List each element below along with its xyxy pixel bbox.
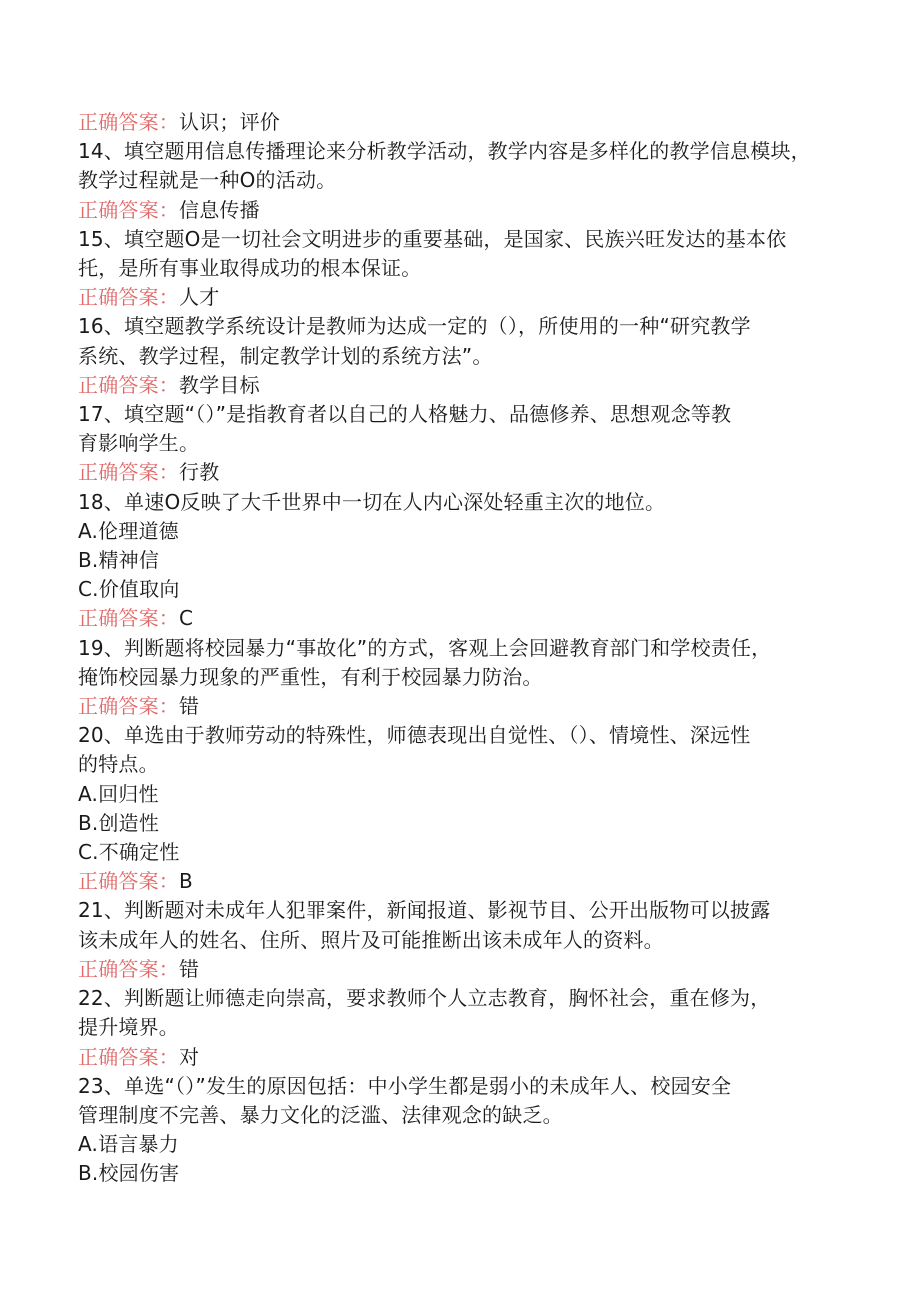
text-line: C.不确定性 — [78, 840, 180, 865]
text-line: A.伦理道德 — [78, 518, 179, 543]
answer-label: 正确答案： — [78, 110, 179, 134]
document-body — [78, 108, 848, 1189]
answer-value: 信息传播 — [179, 197, 260, 222]
answer-value: C — [179, 606, 194, 631]
text-line: 管理制度不完善、暴力文化的泛滥、法律观念的缺乏。 — [78, 1102, 563, 1127]
text-line: C.价值取向 — [78, 577, 180, 602]
text-line: 23、单选“（）”发生的原因包括：中小学生都是弱小的未成年人、校园安全 — [78, 1073, 732, 1098]
answer-label: 正确答案： — [78, 197, 179, 222]
answer-label: 正确答案： — [78, 372, 179, 397]
answer-line — [78, 955, 848, 984]
text-line: 提升境界。 — [78, 1015, 179, 1040]
text-line: 教学过程就是一种O的活动。 — [78, 168, 337, 193]
answer-line — [78, 371, 848, 400]
answer-line — [78, 867, 848, 896]
answer-label: 正确答案： — [78, 1044, 179, 1069]
answer-line — [78, 196, 848, 225]
answer-line — [78, 692, 848, 721]
answer-label: 正确答案： — [78, 606, 179, 631]
text-line: A.回归性 — [78, 781, 159, 806]
text-line: B.精神信 — [78, 548, 160, 573]
answer-line — [78, 604, 848, 633]
text-line: 育影响学生。 — [78, 431, 200, 456]
answer-label: 正确答案： — [78, 694, 179, 719]
text-line: 20、单选由于教师劳动的特殊性，师德表现出自觉性、（）、情境性、深远性 — [78, 723, 751, 748]
answer-value: 认识；评价 — [179, 110, 280, 134]
answer-value: 错 — [179, 956, 200, 981]
text-line: 系统、教学过程，制定教学计划的系统方法”。 — [78, 343, 493, 368]
text-line: 19、判断题将校园暴力“事故化”的方式，客观上会回避教育部门和学校责任， — [78, 635, 772, 660]
answer-line — [78, 108, 848, 137]
answer-label: 正确答案： — [78, 956, 179, 981]
answer-label: 正确答案： — [78, 460, 179, 485]
answer-value: 行教 — [179, 460, 220, 485]
text-line: B.校园伤害 — [78, 1161, 180, 1186]
text-line: 22、判断题让师德走向崇高，要求教师个人立志教育，胸怀社会，重在修为， — [78, 986, 771, 1011]
answer-value: 人才 — [179, 285, 220, 310]
text-line: 18、单速O反映了大千世界中一切在人内心深处轻重主次的地位。 — [78, 489, 666, 514]
answer-line — [78, 283, 848, 312]
answer-label: 正确答案： — [78, 285, 179, 310]
text-line: B.创造性 — [78, 810, 160, 835]
answer-value: B — [179, 869, 193, 894]
text-line: A.语言暴力 — [78, 1132, 179, 1157]
answer-value: 教学目标 — [179, 372, 260, 397]
text-line: 15、填空题O是一切社会文明进步的重要基础，是国家、民族兴旺发达的基本依 — [78, 226, 787, 251]
text-line: 16、填空题教学系统设计是教师为达成一定的（），所使用的一种“研究教学 — [78, 314, 751, 339]
text-line: 掩饰校园暴力现象的严重性，有利于校园暴力防治。 — [78, 664, 543, 689]
text-line: 的特点。 — [78, 752, 159, 777]
text-line: 17、填空题“（）”是指教育者以自己的人格魅力、品德修养、思想观念等教 — [78, 402, 732, 427]
answer-line — [78, 458, 848, 487]
answer-value: 错 — [179, 694, 200, 719]
text-line: 21、判断题对未成年人犯罪案件，新闻报道、影视节目、公开出版物可以披露 — [78, 898, 771, 923]
text-line: 托，是所有事业取得成功的根本保证。 — [78, 256, 422, 281]
answer-value: 对 — [179, 1044, 200, 1069]
answer-line — [78, 1043, 848, 1072]
text-line: 该未成年人的姓名、住所、照片及可能推断出该未成年人的资料。 — [78, 927, 664, 952]
text-line: 14、填空题用信息传播理论来分析教学活动，教学内容是多样化的教学信息模块， — [78, 139, 811, 164]
answer-label: 正确答案： — [78, 869, 179, 894]
